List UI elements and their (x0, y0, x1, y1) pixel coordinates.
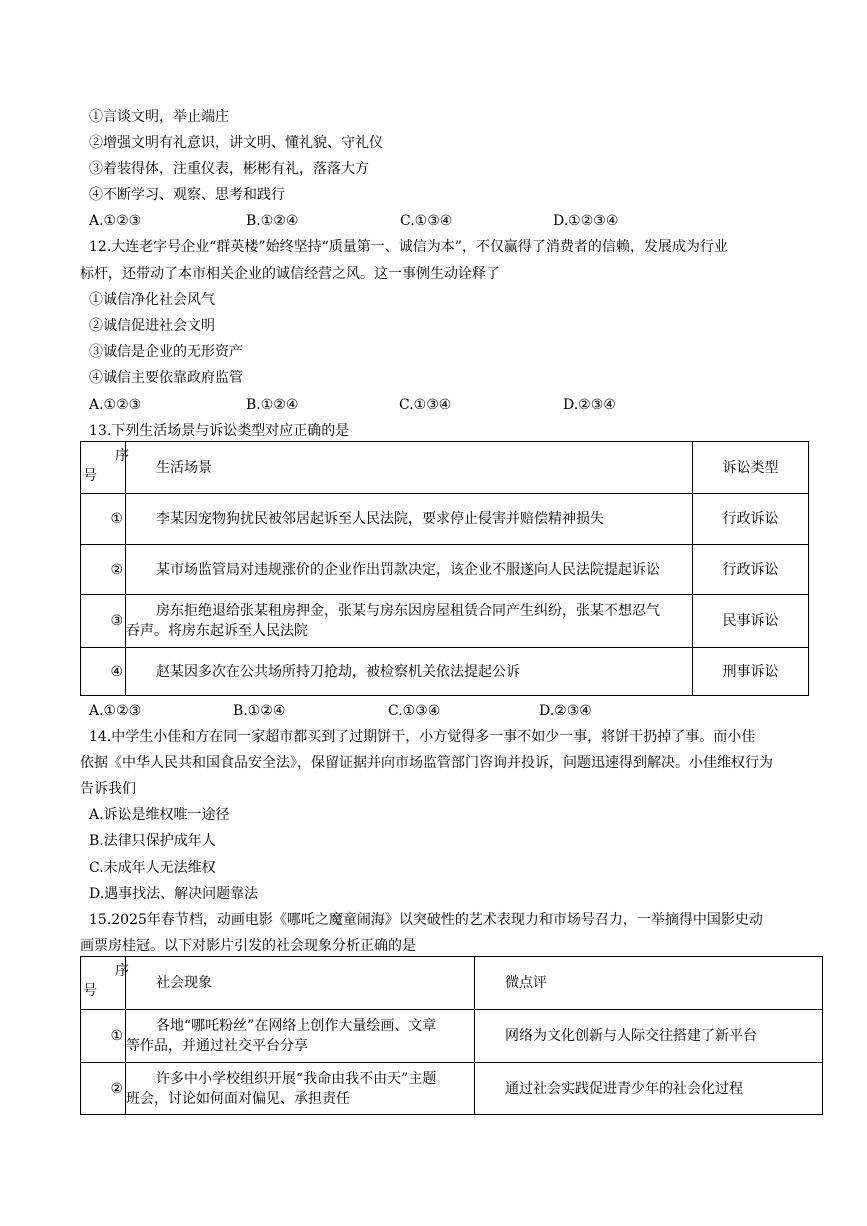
q15-stem-line-2: 画票房桂冠。以下对影片引发的社会现象分析正确的是 (80, 938, 416, 954)
table-row (81, 1010, 823, 1063)
row-type: 行政诉讼 (693, 494, 809, 545)
choice-d[interactable]: D.①②③④ (553, 213, 619, 229)
row-comment: 通过社会实践促进青少年的社会化过程 (475, 1063, 823, 1115)
choice-c[interactable]: C.①③④ (400, 213, 453, 229)
q14-stem-line-2: 依据《中华人民共和国食品安全法》，保留证据并向市场监管部门咨询并投诉，问题迅速得到解决。小佳维权行为 (80, 755, 773, 771)
q14-choice-a[interactable]: A.诉讼是维权唯一途径 (89, 807, 230, 823)
row-number: ① (81, 1010, 126, 1063)
q14-stem-line-1: 14.中学生小佳和方在同一家超市都买到了过期饼干，小方觉得多一事不如少一事，将饼干扔掉了事。而小佳 (89, 729, 756, 745)
header-number-top: 序 (115, 448, 129, 464)
header-scene: 生活场景 (126, 442, 693, 494)
q14-choice-b[interactable]: B.法律只保护成年人 (89, 833, 216, 849)
q12-option-1: ①诚信净化社会风气 (89, 292, 215, 308)
q14-choice-c[interactable]: C.未成年人无法维权 (89, 860, 216, 876)
q12-stem-line-2: 标杆，还带动了本市相关企业的诚信经营之风。这一事例生动诠释了 (80, 266, 500, 282)
row-scene: 赵某因多次在公共场所持刀抢劫，被检察机关依法提起公诉 (126, 648, 693, 696)
row-phenomenon-line-1: 各地“哪吒粉丝”在网络上创作大量绘画、文章 (156, 1018, 437, 1034)
q13-table (80, 441, 809, 696)
choice-a[interactable]: A.①②③ (89, 703, 142, 719)
q14-choice-d[interactable]: D.遇事找法、解决问题靠法 (89, 886, 259, 902)
row-phenomenon-line-2: 班会，讨论如何面对偏见、承担责任 (126, 1090, 350, 1107)
row-phenomenon-line-1: 许多中小学校组织开展“我命由我不由天”主题 (156, 1070, 437, 1087)
choice-c[interactable]: C.①③④ (388, 703, 441, 719)
choice-c[interactable]: C.①③④ (399, 397, 452, 413)
header-number-bottom: 号 (83, 468, 97, 484)
row-scene-line-2: 吞声。将房东起诉至人民法院 (126, 623, 308, 639)
header-number-bottom: 号 (83, 983, 97, 999)
choice-d[interactable]: D.②③④ (563, 397, 616, 413)
row-phenomenon (126, 1063, 475, 1115)
choice-a[interactable]: A.①②③ (89, 397, 142, 413)
row-comment: 网络为文化创新与人际交往搭建了新平台 (475, 1010, 823, 1063)
choice-b[interactable]: B.①②④ (246, 397, 299, 413)
choice-d[interactable]: D.②③④ (539, 703, 592, 719)
q12-option-3: ③诚信是企业的无形资产 (89, 344, 243, 360)
q12-stem-line-1: 12.大连老字号企业“群英楼”始终坚持“质量第一、诚信为本”，不仅赢得了消费者的信赖，发展成为行业 (89, 239, 728, 255)
q15-stem-line-1: 15.2025年春节档，动画电影《哪吒之魔童闹海》以突破性的艺术表现力和市场号召力，一举摘得中国影史动 (89, 912, 763, 928)
header-number-cell (81, 957, 129, 1010)
header-phenomenon: 社会现象 (126, 957, 475, 1010)
choice-a[interactable]: A.①②③ (89, 213, 142, 229)
q11-option-2: ②增强文明有礼意识，讲文明、懂礼貌、守礼仪 (89, 135, 383, 151)
table-header-row (81, 442, 809, 494)
header-comment: 微点评 (475, 957, 823, 1010)
q14-stem-line-3: 告诉我们 (80, 781, 136, 797)
q11-option-1: ①言谈文明，举止端庄 (89, 109, 229, 125)
row-scene: 李某因宠物狗扰民被邻居起诉至人民法院，要求停止侵害并赔偿精神损失 (126, 494, 693, 545)
table-row (81, 595, 809, 648)
row-type: 刑事诉讼 (693, 648, 809, 696)
q15-table (80, 956, 823, 1115)
row-type: 民事诉讼 (693, 595, 809, 648)
row-phenomenon (126, 1010, 475, 1063)
table-row (81, 1063, 823, 1115)
row-scene-line-1: 房东拒绝退给张某租房押金，张某与房东因房屋租赁合同产生纠纷，张某不想忍气 (156, 603, 660, 619)
choice-b[interactable]: B.①②④ (233, 703, 286, 719)
q12-option-2: ②诚信促进社会文明 (89, 318, 215, 334)
q13-stem: 13.下列生活场景与诉讼类型对应正确的是 (89, 423, 350, 439)
q12-option-4: ④诚信主要依靠政府监管 (89, 370, 243, 386)
header-number-cell (81, 442, 129, 494)
row-scene: 某市场监管局对违规涨价的企业作出罚款决定，该企业不服遂向人民法院提起诉讼 (126, 545, 693, 595)
q13-answer-choices (89, 702, 769, 720)
header-number-top: 序 (115, 963, 129, 979)
header-type: 诉讼类型 (693, 442, 809, 494)
q11-option-4: ④不断学习、观察、思考和践行 (89, 187, 285, 203)
row-scene (126, 595, 693, 648)
row-number: ③ (81, 595, 126, 648)
row-number: ④ (81, 648, 126, 696)
table-header-row (81, 957, 823, 1010)
table-row (81, 494, 809, 545)
q11-answer-choices (89, 212, 769, 230)
choice-b[interactable]: B.①②④ (246, 213, 299, 229)
table-row (81, 545, 809, 595)
row-number: ② (81, 545, 126, 595)
row-phenomenon-line-2: 等作品，并通过社交平台分享 (126, 1038, 308, 1054)
row-number: ② (81, 1063, 126, 1115)
q12-answer-choices (89, 396, 769, 414)
table-row (81, 648, 809, 696)
row-type: 行政诉讼 (693, 545, 809, 595)
row-number: ① (81, 494, 126, 545)
q11-option-3: ③着装得体，注重仪表，彬彬有礼，落落大方 (89, 161, 369, 177)
